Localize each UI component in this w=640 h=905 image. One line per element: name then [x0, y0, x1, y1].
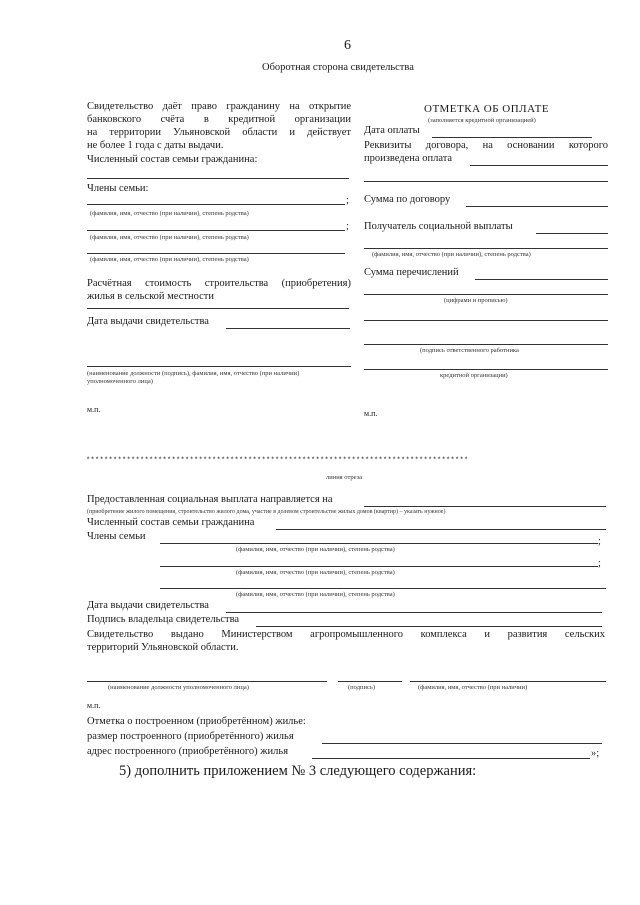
rights-paragraph-line-4: не более 1 года с даты выдачи. [87, 140, 224, 151]
cost-field[interactable] [87, 308, 349, 309]
built-size-field[interactable] [322, 743, 602, 744]
signature-caption: (наименование должности (подпись), фамилия, имя, отчество (при наличии) [87, 370, 300, 377]
issue-date-label: Дата выдачи свидетельства [87, 316, 209, 327]
stub-sign-caption: (подпись) [348, 684, 375, 691]
officer-caption: (подпись ответственного работника [420, 347, 519, 354]
built-address-label: адрес построенного (приобретённого) жилья [87, 746, 289, 757]
built-size-label: размер построенного (приобретённого) жилья [87, 731, 294, 742]
issued-by-line-2: территорий Ульяновской области. [87, 642, 239, 653]
contract-label-line-2: произведена оплата [364, 153, 453, 164]
officer-signature-field-3[interactable] [364, 369, 608, 370]
right-stamp: м.п. [364, 409, 378, 418]
stub-position-field[interactable] [87, 681, 327, 682]
rights-paragraph-line-1: Свидетельство даёт право гражданину на открытие [87, 101, 351, 112]
page-subtitle: Оборотная сторона свидетельства [262, 62, 414, 73]
officer-signature-field-2[interactable] [364, 344, 608, 345]
member-field-1[interactable] [87, 204, 345, 205]
stub-member-field-2[interactable] [160, 566, 598, 567]
recipient-caption: (фамилия, имя, отчество (при наличии), степень родства) [372, 251, 531, 258]
built-address-end: »; [591, 748, 600, 759]
directed-label: Предоставленная социальная выплата направляется на [87, 494, 333, 505]
page-number: 6 [344, 38, 351, 53]
members-label: Члены семьи: [87, 183, 149, 194]
member-field-2[interactable] [87, 230, 345, 231]
stub-family-size-label: Численный состав семьи гражданина [87, 517, 255, 528]
pay-date-label: Дата оплаты [364, 125, 420, 136]
stub-members-label: Члены семьи [87, 531, 146, 542]
cost-label-line-2: жилья в сельской местности [87, 291, 214, 302]
transfer-caption: (цифрами и прописью) [444, 297, 508, 304]
signature-field[interactable] [87, 366, 351, 367]
issued-by-line-1: Свидетельство выдано Министерством агропромышленного комплекса и развития сельских [87, 629, 605, 640]
rights-paragraph-line-3: на территории Ульяновской области и действует [87, 127, 351, 138]
recipient-field-1[interactable] [536, 233, 608, 234]
stub-name-field[interactable] [410, 681, 606, 682]
cut-line-stars: ************************************************************************************* [86, 457, 469, 465]
closing-text: 5) дополнить приложением № 3 следующего содержания: [119, 763, 477, 779]
recipient-label: Получатель социальной выплаты [364, 221, 513, 232]
transfer-sum-label: Сумма перечислений [364, 267, 459, 278]
directed-field[interactable] [364, 506, 606, 507]
stub-sign-field[interactable] [338, 681, 402, 682]
stub-member-field-3[interactable] [160, 588, 606, 589]
built-address-field[interactable] [312, 758, 590, 759]
recipient-field-2[interactable] [364, 248, 608, 249]
transfer-sum-field-2[interactable] [364, 294, 608, 295]
stub-member-caption-2: (фамилия, имя, отчество (при наличии), степень родства) [236, 569, 395, 576]
family-size-label: Численный состав семьи гражданина: [87, 154, 258, 165]
stub-issue-date-label: Дата выдачи свидетельства [87, 600, 209, 611]
member-caption-2: (фамилия, имя, отчество (при наличии), степень родства) [90, 234, 249, 241]
payment-title: ОТМЕТКА ОБ ОПЛАТЕ [424, 103, 550, 115]
left-stamp: м.п. [87, 405, 101, 414]
signature-caption-2: уполномоченного лица) [87, 378, 153, 385]
stub-name-caption: (фамилия, имя, отчество (при наличии) [418, 684, 528, 691]
contract-field-1[interactable] [470, 165, 608, 166]
stub-member-caption-3: (фамилия, имя, отчество (при наличии), степень родства) [236, 591, 395, 598]
stub-family-size-field[interactable] [276, 529, 606, 530]
transfer-sum-field-1[interactable] [475, 279, 608, 280]
contract-field-2[interactable] [364, 181, 608, 182]
stub-issue-date-field[interactable] [226, 612, 602, 613]
member-caption-3: (фамилия, имя, отчество (при наличии), степень родства) [90, 256, 249, 263]
cost-label-line-1: Расчётная стоимость строительства (приобретения) [87, 278, 351, 289]
member-semicolon-1: ; [346, 195, 349, 206]
built-mark-label: Отметка о построенном (приобретённом) жилье: [87, 716, 306, 727]
contract-sum-label: Сумма по договору [364, 194, 451, 205]
stub-member-field-1[interactable] [160, 543, 598, 544]
member-caption-1: (фамилия, имя, отчество (при наличии), степень родства) [90, 210, 249, 217]
stub-member-semicolon-1: ; [598, 536, 601, 547]
holder-signature-label: Подпись владельца свидетельства [87, 614, 240, 625]
member-field-3[interactable] [87, 253, 345, 254]
directed-caption: (приобретение жилого помещения, строительство жилого дома, участие в долевом строительстве жилых домов (квартир) – указать нужное) [87, 509, 446, 515]
member-semicolon-2: ; [346, 221, 349, 232]
contract-sum-field[interactable] [466, 206, 608, 207]
officer-signature-field-1[interactable] [364, 320, 608, 321]
rights-paragraph-line-2: банковского счёта в кредитной организации [87, 114, 351, 125]
payment-title-caption: (заполняется кредитной организацией) [428, 117, 536, 124]
stub-member-caption-1: (фамилия, имя, отчество (при наличии), степень родства) [236, 546, 395, 553]
cut-line-label: линия отреза [326, 474, 363, 481]
family-size-field[interactable] [87, 178, 349, 179]
pay-date-field[interactable] [432, 137, 592, 138]
issue-date-field[interactable] [226, 328, 350, 329]
holder-signature-field[interactable] [256, 626, 602, 627]
officer-caption-2: кредитной организации) [440, 372, 508, 379]
stub-stamp: м.п. [87, 701, 101, 710]
stub-member-semicolon-2: ; [598, 558, 601, 569]
stub-position-caption: (наименование должности уполномоченного лица) [108, 684, 249, 691]
contract-label-line-1: Реквизиты договора, на основании которого [364, 140, 608, 151]
